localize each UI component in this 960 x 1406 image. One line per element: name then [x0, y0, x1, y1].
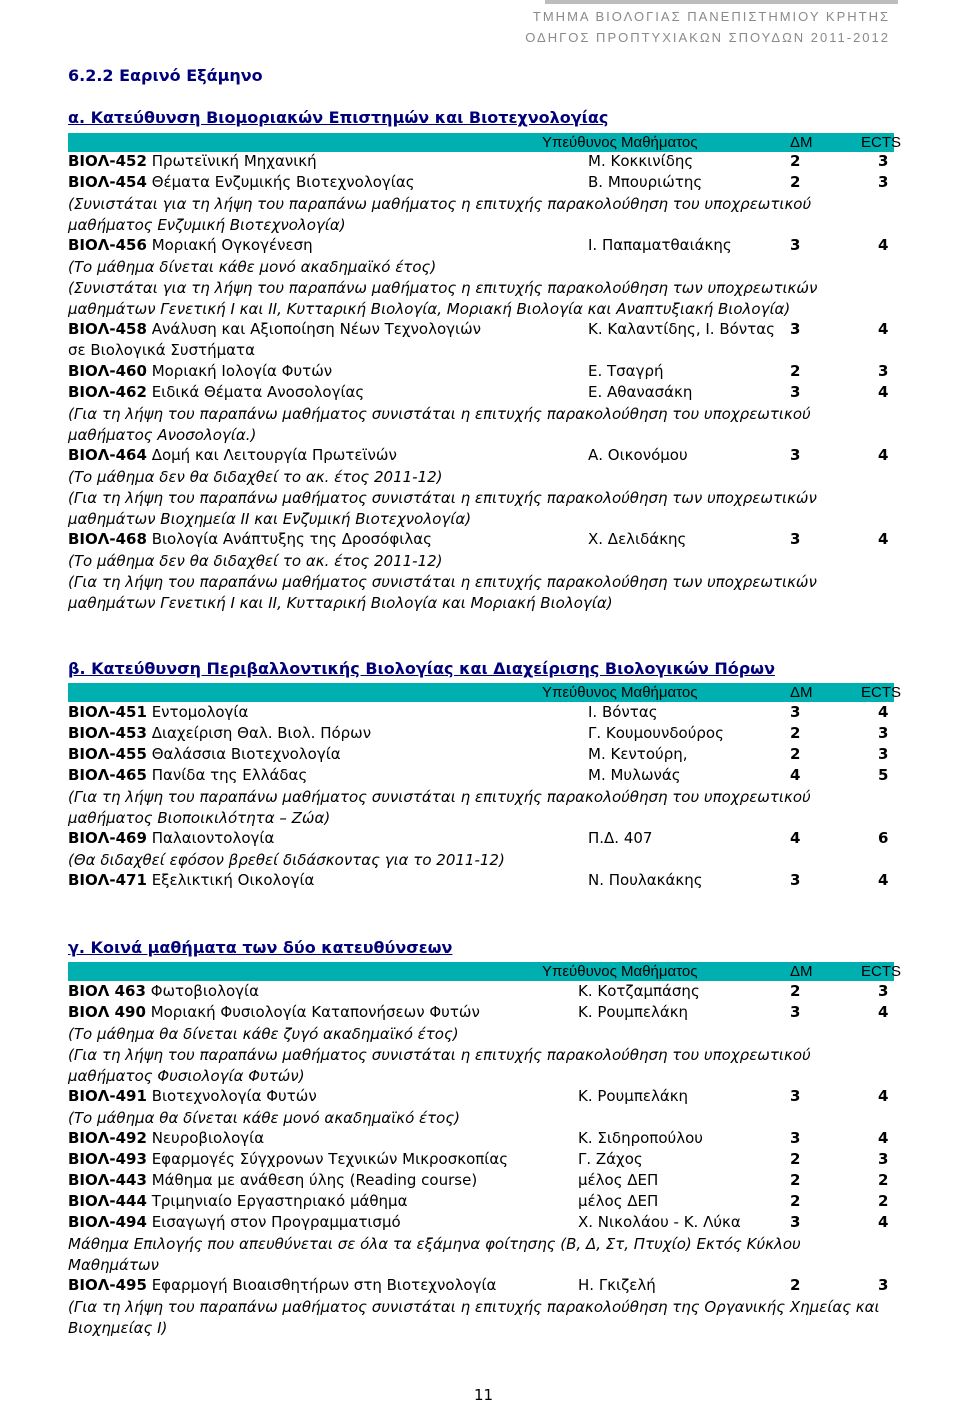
course-name: Θέματα Ενζυμικής Βιοτεχνολογίας — [146, 173, 415, 191]
course-row — [68, 871, 894, 891]
column-instructor: Υπεύθυνος Μαθήματος — [542, 134, 698, 151]
section-b-title: β. Κατεύθυνση Περιβαλλοντικής Βιολογίας και Διαχείρισης Βιολογικών Πόρων — [68, 659, 775, 678]
course-note: (Για τη λήψη του παραπάνω μαθήματος συνιστάται η επιτυχής παρακολούθηση των υποχρεωτικών μαθημάτων Γενετική Ι και ΙΙ, Κυτταρική Βιολογία και Μοριακή Βιολογία) — [68, 573, 817, 612]
course-instructor: Γ. Κουμουνδούρος — [588, 724, 724, 742]
course-ects: 3 — [878, 1150, 889, 1168]
course-instructor: Ι. Βόντας — [588, 703, 658, 721]
column-dm: ΔΜ — [790, 684, 813, 701]
course-name: Φωτοβιολογία — [145, 982, 259, 1000]
course-code: ΒΙΟΛ-464 — [68, 446, 147, 464]
course-name: Θαλάσσια Βιοτεχνολογία — [146, 745, 341, 763]
course-row — [68, 383, 894, 403]
course-row — [68, 829, 894, 849]
column-ects: ECTS — [861, 684, 902, 701]
course-name: Βιολογία Ανάπτυξης της Δροσόφιλας — [146, 530, 432, 548]
course-code: ΒΙΟΛ-491 — [68, 1087, 147, 1105]
course-name: Εισαγωγή στον Προγραμματισμό — [146, 1213, 401, 1231]
course-note: (Θα διδαχθεί εφόσον βρεθεί διδάσκοντας για το 2011-12) — [68, 851, 505, 869]
header-guide: ΟΔΗΓΟΣ ΠΡΟΠΤΥΧΙΑΚΩΝ ΣΠΟΥΔΩΝ 2011-2012 — [525, 30, 890, 45]
course-dm: 2 — [790, 982, 801, 1000]
course-ects: 2 — [878, 1192, 889, 1210]
course-instructor: Χ. Νικολάου - Κ. Λύκα — [578, 1213, 741, 1231]
course-code: ΒΙΟΛ-494 — [68, 1213, 147, 1231]
course-dm: 2 — [790, 745, 801, 763]
column-dm: ΔΜ — [790, 134, 813, 151]
page-title: 6.2.2 Εαρινό Εξάμηνο — [68, 66, 263, 85]
course-instructor: Κ. Ρουμπελάκη — [578, 1003, 689, 1021]
course-note: (Για τη λήψη του παραπάνω μαθήματος συνιστάται η επιτυχής παρακολούθηση του υποχρεωτικού μαθήματος Ανοσολογία.) — [68, 405, 811, 444]
course-name-continuation: σε Βιολογικά Συστήματα — [68, 341, 255, 359]
column-header-band — [68, 683, 902, 702]
course-note: (Το μάθημα θα δίνεται κάθε ζυγό ακαδημαϊκό έτος) — [68, 1025, 459, 1043]
course-row — [68, 1213, 894, 1233]
course-dm: 3 — [790, 236, 801, 254]
course-dm: 2 — [790, 1192, 801, 1210]
section-a-title: α. Κατεύθυνση Βιομοριακών Επιστημών και Βιοτεχνολογίας — [68, 108, 609, 127]
course-note: (Το μάθημα δεν θα διδαχθεί το ακ. έτος 2011-12) — [68, 468, 443, 486]
course-row — [68, 446, 894, 466]
course-ects: 3 — [878, 1276, 889, 1294]
course-ects: 2 — [878, 1171, 889, 1189]
course-row — [68, 1171, 894, 1191]
course-name: Εξελικτική Οικολογία — [146, 871, 315, 889]
course-name: Μοριακή Ογκογένεση — [146, 236, 313, 254]
course-ects: 4 — [878, 383, 889, 401]
course-row — [68, 1192, 894, 1212]
course-name: Εφαρμογές Σύγχρονων Τεχνικών Μικροσκοπίας — [146, 1150, 509, 1168]
course-instructor: Ε. Τσαγρή — [588, 362, 664, 380]
course-note: (Συνιστάται για τη λήψη του παραπάνω μαθήματος η επιτυχής παρακολούθηση των υποχρεωτικών μαθημάτων Γενετική Ι και ΙΙ, Κυτταρική Βιολογία, Μοριακή Βιολογία και Αναπτυξιακή Βιολογία) — [68, 279, 818, 318]
course-note: (Το μάθημα δεν θα διδαχθεί το ακ. έτος 2011-12) — [68, 552, 443, 570]
course-instructor: Μ. Μυλωνάς — [588, 766, 681, 784]
course-ects: 4 — [878, 1087, 889, 1105]
course-ects: 6 — [878, 829, 889, 847]
course-instructor: Κ. Σιδηροπούλου — [578, 1129, 703, 1147]
course-row — [68, 1150, 894, 1170]
course-instructor: Κ. Καλαντίδης, Ι. Βόντας — [588, 320, 775, 338]
course-instructor: Ι. Παπαματθαιάκης — [588, 236, 732, 254]
course-name: Μάθημα με ανάθεση ύλης (Reading course) — [146, 1171, 478, 1189]
course-code: ΒΙΟΛ-465 — [68, 766, 147, 784]
course-ects: 4 — [878, 1213, 889, 1231]
page-number: 11 — [474, 1386, 494, 1404]
course-dm: 2 — [790, 362, 801, 380]
course-instructor: Ε. Αθανασάκη — [588, 383, 693, 401]
course-instructor: Μ. Κεντούρη, — [588, 745, 688, 763]
course-row — [68, 1087, 894, 1107]
course-name: Βιοτεχνολογία Φυτών — [146, 1087, 317, 1105]
course-row — [68, 982, 894, 1002]
course-code: ΒΙΟΛ 463 — [68, 982, 146, 1000]
course-name: Εφαρμογή Βιοαισθητήρων στη Βιοτεχνολογία — [146, 1276, 497, 1294]
course-note: (Το μάθημα θα δίνεται κάθε μονό ακαδημαϊκό έτος) — [68, 1109, 460, 1127]
column-dm: ΔΜ — [790, 963, 813, 980]
course-row — [68, 362, 894, 382]
course-ects: 4 — [878, 1129, 889, 1147]
course-row — [68, 236, 894, 256]
course-code: ΒΙΟΛ-453 — [68, 724, 147, 742]
course-name: Πανίδα της Ελλάδας — [146, 766, 308, 784]
section-c-title: γ. Κοινά μαθήματα των δύο κατευθύνσεων — [68, 938, 453, 957]
course-dm: 3 — [790, 320, 801, 338]
course-dm: 3 — [790, 530, 801, 548]
course-dm: 2 — [790, 173, 801, 191]
course-dm: 4 — [790, 829, 801, 847]
course-note: (Για τη λήψη του παραπάνω μαθήματος συνιστάται η επιτυχής παρακολούθηση των υποχρεωτικών μαθημάτων Βιοχημεία ΙΙ και Ενζυμική Βιοτεχνολογία) — [68, 489, 817, 528]
course-name: Μοριακή Ιολογία Φυτών — [146, 362, 333, 380]
course-instructor: Γ. Ζάχος — [578, 1150, 643, 1168]
course-row — [68, 320, 894, 340]
course-ects: 3 — [878, 745, 889, 763]
course-name: Πρωτεϊνική Μηχανική — [146, 152, 317, 170]
course-note: (Για τη λήψη του παραπάνω μαθήματος συνιστάται η επιτυχής παρακολούθηση της Οργανικής Χημείας και Βιοχημείας Ι) — [68, 1298, 880, 1337]
course-note: (Το μάθημα δίνεται κάθε μονό ακαδημαϊκό έτος) — [68, 258, 437, 276]
course-name: Παλαιοντολογία — [146, 829, 275, 847]
course-instructor: Π.Δ. 407 — [588, 829, 653, 847]
course-code: ΒΙΟΛ-493 — [68, 1150, 147, 1168]
course-ects: 3 — [878, 724, 889, 742]
course-instructor: Χ. Δελιδάκης — [588, 530, 687, 548]
course-ects: 4 — [878, 871, 889, 889]
course-code: ΒΙΟΛ-469 — [68, 829, 147, 847]
course-ects: 3 — [878, 982, 889, 1000]
course-instructor: Κ. Κοτζαμπάσης — [578, 982, 700, 1000]
course-row — [68, 1129, 894, 1149]
course-code: ΒΙΟΛ-471 — [68, 871, 147, 889]
column-instructor: Υπεύθυνος Μαθήματος — [542, 963, 698, 980]
course-dm: 3 — [790, 703, 801, 721]
course-instructor: μέλος ΔΕΠ — [578, 1192, 659, 1210]
course-dm: 3 — [790, 446, 801, 464]
course-instructor: μέλος ΔΕΠ — [578, 1171, 659, 1189]
course-instructor: Η. Γκιζελή — [578, 1276, 656, 1294]
course-row — [68, 530, 894, 550]
course-dm: 3 — [790, 1003, 801, 1021]
course-dm: 4 — [790, 766, 801, 784]
course-instructor: Κ. Ρουμπελάκη — [578, 1087, 689, 1105]
course-code: ΒΙΟΛ-452 — [68, 152, 147, 170]
course-row — [68, 1003, 894, 1023]
course-ects: 4 — [878, 703, 889, 721]
header-rule — [545, 0, 898, 4]
course-row — [68, 766, 894, 786]
course-code: ΒΙΟΛ-492 — [68, 1129, 147, 1147]
course-dm: 3 — [790, 1087, 801, 1105]
course-name: Ανάλυση και Αξιοποίηση Νέων Τεχνολογιών — [146, 320, 482, 338]
course-instructor: Α. Οικονόμου — [588, 446, 688, 464]
course-name: Μοριακή Φυσιολογία Καταπονήσεων Φυτών — [145, 1003, 480, 1021]
course-note: (Για τη λήψη του παραπάνω μαθήματος συνιστάται η επιτυχής παρακολούθηση του υποχρεωτικού μαθήματος Βιοποικιλότητα – Ζώα) — [68, 788, 811, 827]
course-code: ΒΙΟΛ-455 — [68, 745, 147, 763]
course-note: (Για τη λήψη του παραπάνω μαθήματος συνιστάται η επιτυχής παρακολούθηση του υποχρεωτικού μαθήματος Φυσιολογία Φυτών) — [68, 1046, 811, 1085]
course-name: Τριμηνιαίο Εργαστηριακό μάθημα — [146, 1192, 408, 1210]
course-name: Εντομολογία — [146, 703, 249, 721]
course-code: ΒΙΟΛ-456 — [68, 236, 147, 254]
course-name: Νευροβιολογία — [146, 1129, 265, 1147]
course-ects: 3 — [878, 152, 889, 170]
course-name: Δομή και Λειτουργία Πρωτεϊνών — [146, 446, 397, 464]
course-row — [68, 152, 894, 172]
course-row — [68, 745, 894, 765]
course-row — [68, 724, 894, 744]
course-instructor: Ν. Πουλακάκης — [588, 871, 703, 889]
course-dm: 2 — [790, 1150, 801, 1168]
course-ects: 4 — [878, 236, 889, 254]
course-dm: 2 — [790, 152, 801, 170]
course-dm: 2 — [790, 1171, 801, 1189]
column-header-band — [68, 962, 902, 981]
header-department: ΤΜΗΜΑ ΒΙΟΛΟΓΙΑΣ ΠΑΝΕΠΙΣΤΗΜΙΟΥ ΚΡΗΤΗΣ — [532, 9, 890, 24]
column-ects: ECTS — [861, 963, 902, 980]
course-code: ΒΙΟΛ-443 — [68, 1171, 147, 1189]
course-code: ΒΙΟΛ-454 — [68, 173, 147, 191]
course-code: ΒΙΟΛ-460 — [68, 362, 147, 380]
course-dm: 3 — [790, 383, 801, 401]
course-code: ΒΙΟΛ-468 — [68, 530, 147, 548]
course-instructor: Β. Μπουριώτης — [588, 173, 703, 191]
course-row — [68, 703, 894, 723]
course-code: ΒΙΟΛ-444 — [68, 1192, 147, 1210]
course-code: ΒΙΟΛ-495 — [68, 1276, 147, 1294]
course-instructor: Μ. Κοκκινίδης — [588, 152, 694, 170]
column-ects: ECTS — [861, 134, 902, 151]
course-name: Ειδικά Θέματα Ανοσολογίας — [146, 383, 365, 401]
course-note: Μάθημα Επιλογής που απευθύνεται σε όλα τα εξάμηνα φοίτησης (Β, Δ, Στ, Πτυχίο) Εκτός Κύκλου Μαθημάτων — [68, 1235, 801, 1274]
course-dm: 2 — [790, 724, 801, 742]
course-ects: 4 — [878, 530, 889, 548]
course-ects: 4 — [878, 446, 889, 464]
course-dm: 2 — [790, 1276, 801, 1294]
course-ects: 3 — [878, 173, 889, 191]
column-instructor: Υπεύθυνος Μαθήματος — [542, 684, 698, 701]
course-ects: 5 — [878, 766, 889, 784]
course-ects: 4 — [878, 320, 889, 338]
column-header-band — [68, 133, 902, 152]
course-dm: 3 — [790, 1213, 801, 1231]
course-code: ΒΙΟΛ-458 — [68, 320, 147, 338]
course-code: ΒΙΟΛ-451 — [68, 703, 147, 721]
course-code: ΒΙΟΛ 490 — [68, 1003, 146, 1021]
course-dm: 3 — [790, 871, 801, 889]
course-code: ΒΙΟΛ-462 — [68, 383, 147, 401]
course-name: Διαχείριση Θαλ. Βιολ. Πόρων — [146, 724, 372, 742]
course-ects: 3 — [878, 362, 889, 380]
course-dm: 3 — [790, 1129, 801, 1147]
course-ects: 4 — [878, 1003, 889, 1021]
course-note: (Συνιστάται για τη λήψη του παραπάνω μαθήματος η επιτυχής παρακολούθηση του υποχρεωτικού μαθήματος Ενζυμική Βιοτεχνολογία) — [68, 195, 812, 234]
course-row — [68, 1276, 894, 1296]
course-row — [68, 173, 894, 193]
